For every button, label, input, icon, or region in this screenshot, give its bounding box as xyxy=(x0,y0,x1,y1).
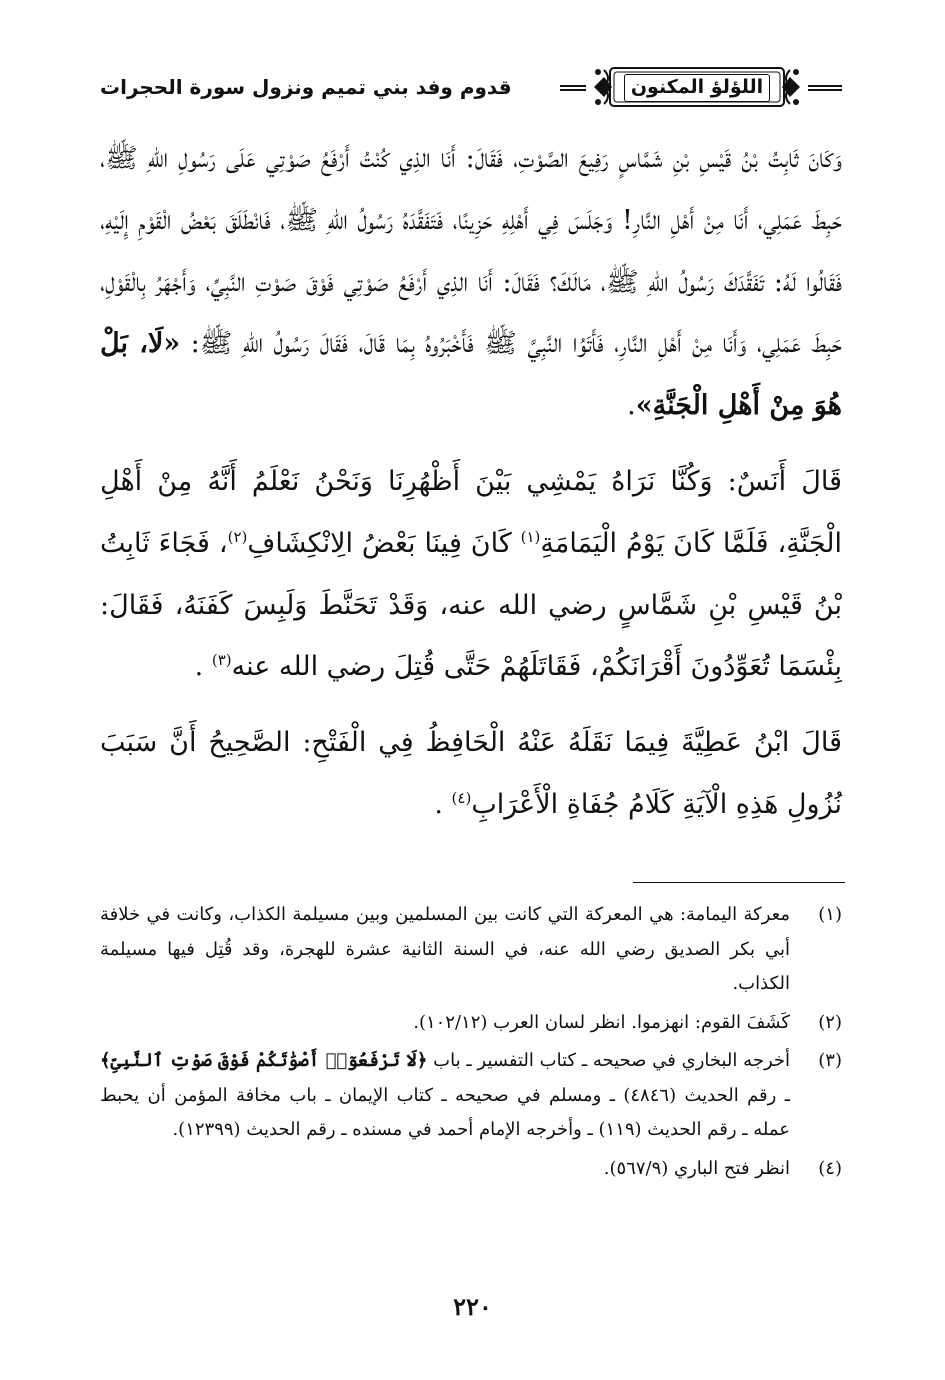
footnote-ref-2[interactable]: (٢) xyxy=(227,527,248,546)
quran-verse: ﴿لَا تَرْفَعُوٓا۟ أَصْوَٰتَكُمْ فَوْقَ صَوْتِ ٱلنَّبِىِّ﴾ xyxy=(100,1050,428,1071)
footnote-text-after: ـ رقم الحديث (٤٨٤٦) ـ ومسلم في صحيحه ـ كتاب الإيمان ـ باب مخافة المؤمن أن يحبط عمله ـ رقم الحديث (١١٩) ـ وأخرجه الإمام أحمد في مسنده ـ رقم الحديث (١٢٣٩٩). xyxy=(100,1084,790,1140)
header-rule-middle xyxy=(560,85,586,91)
paragraph-1-end: . xyxy=(627,390,636,422)
footnote-text: معركة اليمامة: هي المعركة التي كانت بين المسلمين وبين مسيلمة الكذاب، وكانت في خلافة أبي بكر الصديق رضي الله عنه، في السنة الثانية عشرة للهجرة، وقد قُتِل فيها مسيلمة الكذاب. xyxy=(100,904,790,994)
footnotes xyxy=(100,898,842,1190)
header-rule-right xyxy=(808,85,842,91)
paragraph-3 xyxy=(100,712,842,836)
paragraph-1 xyxy=(100,128,842,437)
footnote-separator xyxy=(633,882,845,883)
paragraph-2-end: . xyxy=(194,651,204,683)
footnote-3 xyxy=(100,1044,842,1148)
prophet-quote: «لَا، بَلْ هُوَ مِنْ أَهْلِ الْجَنَّةِ» xyxy=(100,328,842,422)
page-number: ٢٢٠ xyxy=(453,1292,492,1321)
footnote-4 xyxy=(100,1152,842,1187)
paragraph-2-text-c: ، فَجَاءَ ثَابِتُ بْنُ قَيْسِ بْنِ شَمَّاسٍ رضي الله عنه، وَقَدْ تَحَنَّطَ وَلَبِسَ كَفَنَهُ، فَقَالَ: بِئْسَمَا تُعَوِّدُونَ أَقْرَانَكُمْ، فَقَاتَلَهُمْ حَتَّى قُتِلَ رضي الله عنه xyxy=(100,527,842,683)
paragraph-2-text-b: كَانَ فِينَا بَعْضُ الِانْكِشَافِ xyxy=(247,527,512,559)
paragraph-2 xyxy=(100,451,842,698)
paragraph-3-text: قَالَ ابْنُ عَطِيَّةَ فِيمَا نَقَلَهُ عَنْهُ الْحَافِظُ فِي الْفَتْحِ: الصَّحِيحُ أَنَّ سَبَبَ نُزُولِ هَذِهِ الْآيَةِ كَلَامُ جُفَاةِ الْأَعْرَابِ xyxy=(100,727,842,820)
footnote-ref-3[interactable]: (٣) xyxy=(211,651,232,670)
footnote-text: انظر فتح الباري (٥٦٧/٩). xyxy=(603,1157,790,1179)
paragraph-2-text-a: قَالَ أَنَسٌ: وَكُنَّا نَرَاهُ يَمْشِي بَيْنَ أَظْهُرِنَا وَنَحْنُ نَعْلَمُ أَنَّهُ مِنْ أَهْلِ الْجَنَّةِ، فَلَمَّا كَانَ يَوْمُ الْيَمَامَةِ xyxy=(100,465,842,559)
main-text xyxy=(100,128,842,836)
footnote-text: كَشَفَ القوم: انهزموا. انظر لسان العرب (١٠٢/١٢). xyxy=(413,1011,790,1033)
book-title: اللؤلؤ المكنون xyxy=(624,74,770,102)
footnote-number: (١) xyxy=(818,904,842,925)
paragraph-1-text: وَكَانَ ثَابِتُ بْنُ قَيْسِ بْنِ شَمَّاسٍ رَفِيعَ الصَّوْتِ، فَقَالَ: أَنَا الذِي كُنْتُ أَرْفَعُ صَوْتِي عَلَى رَسُولِ اللهِ ﷺ، حَبِطَ عَمَلِي، أَنَا مِنْ أَهْلِ النَّارِ! وَجَلَسَ فِي أَهْلِهِ حَزِينًا، فَتَفَقَّدَهُ رَسُولُ اللهِ ﷺ، فَانْطَلَقَ بَعْضُ الْقَوْمِ إِلَيْهِ، فَقَالُوا لَهُ: تَفَقَّدَكَ رَسُولُ اللهِ ﷺ، مَالَكَ؟ فَقَالَ: أَنَا الذِي أَرْفَعُ صَوْتِي فَوْقَ صَوْتِ النَّبِيِّ، وَأَجْهَرُ بِالْقَوْلِ، حَبِطَ عَمَلِي، وَأَنَا مِنْ أَهْلِ النَّارِ، فَأَتَوُا النَّبِيَّ ﷺ فَأَخْبَرُوهُ بِمَا قَالَ، فَقَالَ رَسُولُ اللهِ ﷺ: xyxy=(100,143,842,360)
footnote-number: (٢) xyxy=(818,1011,842,1033)
paragraph-3-end: . xyxy=(434,788,443,820)
book-title-cartouche xyxy=(590,64,804,110)
footnote-text-before: أخرجه البخاري في صحيحه ـ كتاب التفسير ـ باب xyxy=(433,1050,791,1071)
footnote-number: (٣) xyxy=(818,1050,842,1071)
footnote-number: (٤) xyxy=(818,1157,842,1179)
footnote-2 xyxy=(100,1006,842,1041)
running-header xyxy=(100,58,842,118)
footnote-ref-4[interactable]: (٤) xyxy=(451,788,472,807)
footnote-1 xyxy=(100,898,842,1002)
chapter-title: قدوم وفد بني تميم ونزول سورة الحجرات xyxy=(100,75,512,99)
footnote-ref-1[interactable]: (١) xyxy=(520,527,541,546)
